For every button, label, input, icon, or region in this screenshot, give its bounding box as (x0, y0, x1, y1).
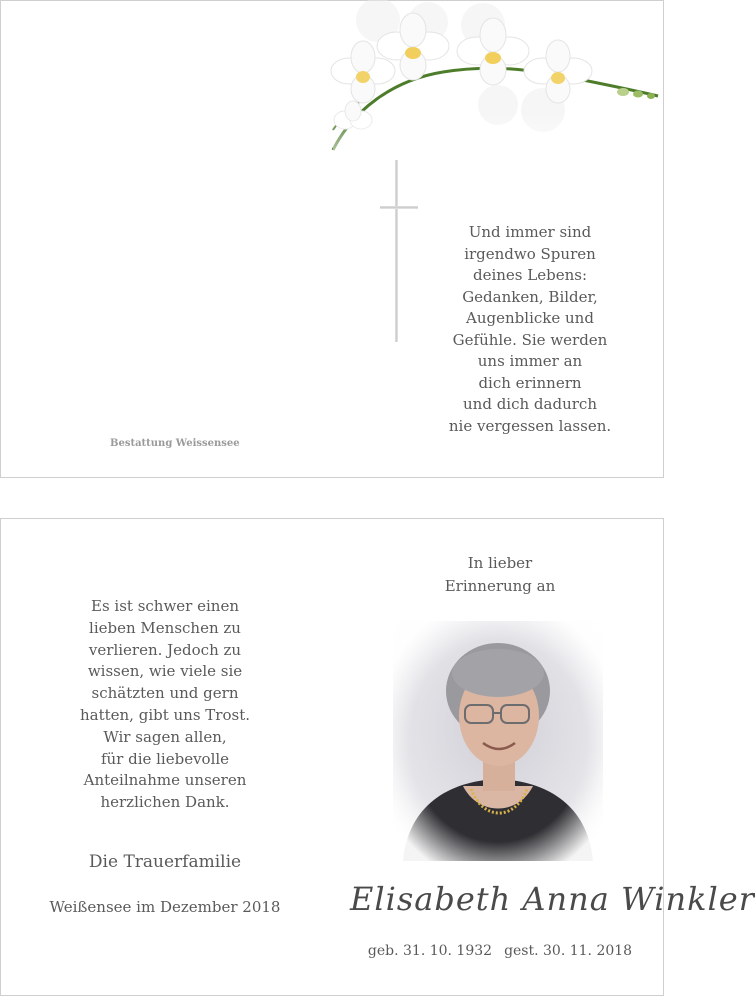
thanks-line: für die liebevolle (100, 749, 230, 768)
thanks-line: herzlichen Dank. (100, 793, 230, 812)
cross-icon (395, 160, 398, 342)
thanks-line: Es ist schwer einen (91, 597, 239, 615)
poem-line: nie vergessen lassen. (448, 416, 612, 435)
deceased-name: Elisabeth Anna Winkler (350, 880, 755, 918)
memory-heading (430, 552, 570, 598)
poem-line: Gedanken, Bilder, (462, 287, 598, 306)
funeral-home-label: Bestattung Weissensee (110, 438, 240, 449)
poem-line: dich erinnern (478, 373, 582, 392)
life-dates (360, 943, 640, 959)
thanks-line: lieben Menschen zu (89, 618, 241, 637)
thanks-line: Wir sagen allen, (103, 727, 227, 746)
thanks-text (60, 596, 270, 814)
memory-line: In lieber (467, 554, 533, 572)
place-date: Weißensee im Dezember 2018 (49, 898, 281, 916)
cross-icon-bar (380, 206, 418, 209)
family-signature: Die Trauerfamilie (88, 852, 242, 872)
thanks-line: wissen, wie viele sie (87, 662, 243, 681)
memory-line: Erinnerung an (444, 577, 556, 595)
portrait-photo (393, 621, 603, 861)
birth-date: geb. 31. 10. 1932 (367, 943, 493, 959)
poem-line: deines Lebens: (472, 266, 587, 284)
poem-line: Gefühle. Sie werden (452, 330, 608, 349)
poem-line: Augenblicke und (466, 309, 594, 327)
thanks-line: Anteilnahme unseren (83, 771, 247, 790)
poem-line: irgendwo Spuren (464, 244, 596, 263)
thanks-line: schätzten und gern (91, 684, 239, 703)
death-date: gest. 30. 11. 2018 (504, 943, 633, 959)
poem-line: und dich dadurch (463, 395, 597, 413)
poem-line: Und immer sind (468, 223, 592, 241)
thanks-line: hatten, gibt uns Trost. (79, 705, 251, 724)
thanks-line: verlieren. Jedoch zu (88, 640, 242, 659)
memorial-poem (440, 222, 620, 437)
orchid-fade (333, 0, 663, 185)
poem-line: uns immer an (477, 352, 583, 370)
